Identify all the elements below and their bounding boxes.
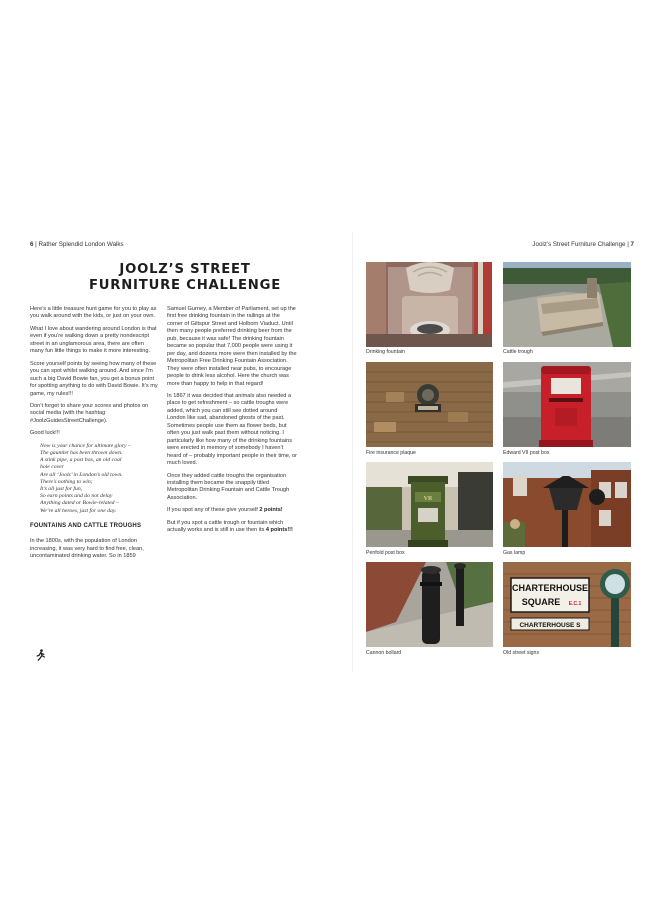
paragraph: Good luck!!!	[30, 430, 60, 437]
running-head-left: 6 | Rather Splendid London Walks	[30, 241, 124, 248]
poem-line: It’s all just for fun,	[40, 486, 83, 493]
sign-line-2: SQUARE	[521, 597, 561, 607]
poem-line: Are all ‘Joolz’ in London’s old town.	[40, 471, 123, 478]
edward-post-box-photo	[503, 362, 631, 447]
sign-line-1: CHARTERHOUSE	[511, 583, 589, 593]
photo-caption: Cannon bollard	[366, 650, 402, 656]
paragraph	[167, 520, 297, 535]
page-number-left: 6	[30, 241, 34, 248]
poem-line: Now is your chance for ultimate glory –	[40, 442, 131, 449]
page-title	[30, 262, 340, 294]
title-line-2: FURNITURE CHALLENGE	[88, 278, 282, 293]
poem	[40, 443, 158, 515]
title-line-1: JOOLZ’S STREET	[119, 262, 251, 277]
cannon-bollard-photo	[366, 562, 493, 647]
penfold-post-box-photo	[366, 462, 493, 547]
poem-line: A stink pipe, a post box, an old coal	[40, 457, 122, 464]
walker-logo-icon	[35, 649, 47, 661]
poem-line: We’re all heroes, just for one day.	[40, 507, 117, 514]
text-column-1	[30, 306, 158, 566]
running-head-left-text: Rather Splendid London Walks	[38, 241, 124, 248]
photo-caption: Gas lamp	[503, 550, 526, 556]
paragraph: What I love about wandering around London is that even if you’re walking down a pretty nondescript street in an unglamorous area, there are often many fun little things to make it more interesting.	[30, 325, 157, 355]
sign-lower: CHARTERHOUSE S	[519, 622, 581, 629]
cattle-trough-photo	[503, 262, 631, 347]
poem-line: The gauntlet has been thrown down.	[40, 450, 123, 456]
photo-caption: Cattle trough	[503, 349, 533, 355]
photo-caption: Fire insurance plaque	[366, 450, 416, 456]
points-value: 4 points!!!	[265, 527, 293, 534]
paragraph: Here’s a little treasure hunt game for you to play as you walk around with the kids, or just on your own.	[30, 306, 157, 320]
poem-line: There’s nothing to win;	[40, 478, 93, 485]
running-head-right-text: Joolz’s Street Furniture Challenge	[532, 241, 626, 248]
paragraph: Don’t forget to share your scores and photos on social media (with the hashtag #JoolzGuidesStreetChallenge).	[30, 402, 149, 424]
paragraph: In the 1800s, with the population of London increasing, it was very hard to find free, clean, uncontaminated drinking water. So in 1859	[30, 538, 144, 560]
photo-caption: Edward VII post box	[503, 450, 550, 456]
points-text: If you spot any of these give yourself	[167, 507, 258, 514]
page-number-right: 7	[630, 241, 634, 248]
paragraph: In 1867 it was decided that animals also needed a place to get refreshment – so cattle troughs were added, which you can still see dotted around London like sad, abandoned ghosts of the past. Sometimes people use them as flower beds, but often you just walk past them without noticing. I particularly like how many of the drinking fountains were erected in memory of somebody I haven’t heard of – probably important people in their time, or much loved.	[167, 392, 297, 467]
photo-caption: Penfold post box	[366, 550, 405, 556]
page-gutter	[352, 232, 353, 672]
drinking-fountain-photo	[366, 262, 492, 347]
points-text: But if you spot a cattle trough or fountain which actually works and is still in use then its	[167, 519, 284, 534]
paragraph	[167, 507, 297, 514]
poem-line: hole cover	[40, 464, 64, 471]
poem-line: Anything dated or Bowie-related –	[40, 500, 119, 507]
section-heading: FOUNTAINS AND CATTLE TROUGHS	[30, 522, 142, 529]
running-head-right: Joolz’s Street Furniture Challenge | 7	[532, 241, 634, 248]
text-column-2	[167, 306, 297, 540]
photo-caption: Old street signs	[503, 650, 540, 656]
postbox-cipher: VR	[423, 496, 433, 502]
paragraph: Once they added cattle troughs the organisation installing them became the snappily titled Metropolitan Drinking Fountain and Cattle Trough Association.	[167, 472, 290, 501]
photo-caption: Drinking fountain	[366, 349, 405, 355]
paragraph: Score yourself points by seeing how many of these you can spot whilst walking around. And since I’m such a big David Bowie fan, you get a bonus point for spotting anything to do with David Bowie. It’s my game, my rules!!!	[30, 360, 158, 397]
poem-line: So earn points and do not delay	[40, 493, 113, 500]
points-value: 2 points!	[259, 507, 283, 514]
gas-lamp-photo	[503, 462, 631, 547]
sign-district: E.C.1	[568, 601, 582, 607]
old-street-signs-photo	[503, 562, 631, 647]
fire-insurance-plaque-photo	[366, 362, 493, 447]
paragraph: Samuel Gurney, a Member of Parliament, set up the first free drinking fountain in the railings at the corner of Giltspur Street and Holborn Viaduct. Until then many people preferred drinking beer from the pub, because it was safe! The drinking fountain became so popular that 7,000 people were using it per day, and dozens more were then installed by the Metropolitan Free Drinking Fountain Association. They were often installed near pubs, to encourage people to drink less alcohol. Here the church was more than happy to help in that regard!	[167, 306, 297, 387]
